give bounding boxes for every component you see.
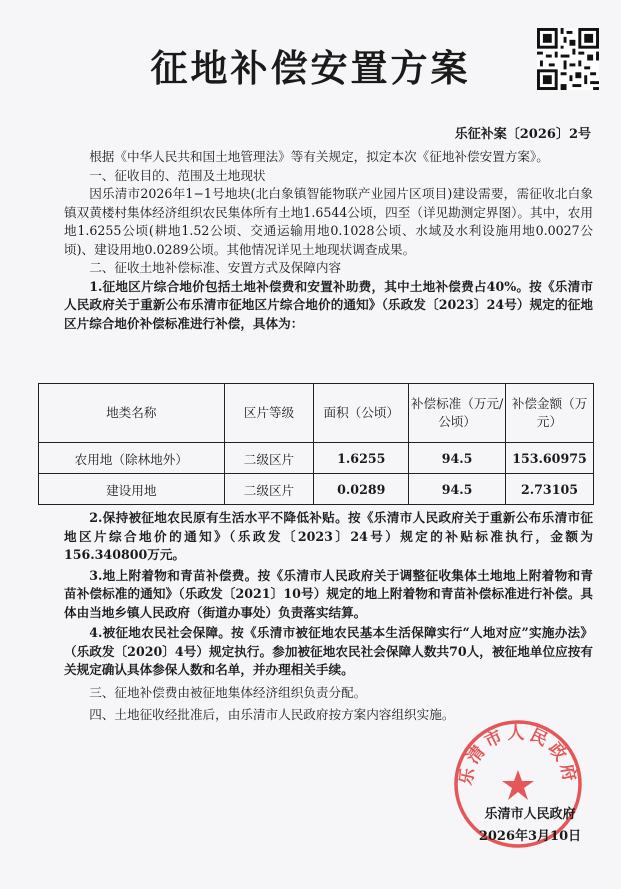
table-row bbox=[39, 443, 594, 474]
table-header: 补偿金额（万元） bbox=[506, 384, 594, 443]
section1-heading: 一、征收目的、范围及土地现状 bbox=[89, 167, 266, 183]
section2-item2: 2.保持被征地农民原有生活水平不降低补贴。按《乐清市人民政府关于重新公布乐清市征地区片综合地价的通知》（乐政发〔2023〕24号）规定的补贴标准执行，金额为156.340800万元。 bbox=[64, 510, 593, 562]
table-header: 补偿标准（万元/公顷） bbox=[409, 384, 506, 443]
table-cell: 二级区片 bbox=[224, 474, 314, 505]
document-number: 乐征补案〔2026〕2号 bbox=[454, 127, 591, 142]
table-header: 面积（公顷） bbox=[314, 384, 409, 443]
table-cell: 建设用地 bbox=[39, 474, 225, 505]
document-title: 征地补偿安置方案 bbox=[150, 46, 471, 90]
table-cell: 2.73105 bbox=[506, 474, 594, 505]
compensation-table bbox=[38, 383, 594, 505]
table-header: 区片等级 bbox=[224, 384, 314, 443]
signature-block bbox=[465, 804, 595, 848]
section2-heading: 二、征收土地补偿标准、安置方式及保障内容 bbox=[89, 260, 342, 275]
signature-org: 乐清市人民政府 bbox=[484, 807, 576, 822]
table-cell: 农用地（除林地外） bbox=[39, 443, 225, 474]
section2-item3: 3.地上附着物和青苗补偿费。按《乐清市人民政府关于调整征收集体土地地上附着物和青苗补偿标准的通知》（乐政发〔2021〕10号）规定的地上附着物和青苗补偿标准进行补偿。具体由当地乡镇人民政府（街道办事处）负责落实结算。 bbox=[64, 567, 593, 620]
svg-text:乐清市人民政府: 乐清市人民政府 bbox=[456, 723, 580, 787]
table-header: 地类名称 bbox=[39, 384, 225, 443]
qr-code bbox=[537, 28, 599, 100]
table-cell: 94.5 bbox=[409, 474, 506, 505]
table-row bbox=[39, 474, 594, 505]
intro-paragraph: 根据《中华人民共和国土地管理法》等有关规定，拟定本次《征地补偿安置方案》。 bbox=[89, 149, 549, 164]
signature-date: 2026年3月10日 bbox=[478, 829, 582, 844]
table-cell: 94.5 bbox=[409, 443, 506, 474]
table-cell: 0.0289 bbox=[314, 474, 409, 505]
table-header-row bbox=[39, 384, 594, 443]
table-cell: 153.60975 bbox=[506, 443, 594, 474]
section3-paragraph: 三、征地补偿费由被征地集体经济组织负责分配。 bbox=[89, 684, 367, 700]
section2-item1: 1.征地区片综合地价包括土地补偿费和安置补助费，其中土地补偿费占40%。按《乐清市人民政府关于重新公布乐清市征地区片综合地价的通知》（乐政发〔2023〕24号）规定的征地区片综合地价补偿标准进行补偿，具体为： bbox=[64, 278, 593, 331]
qr-code-icon bbox=[537, 28, 599, 90]
section4-paragraph: 四、土地征收经批准后，由乐清市人民政府按方案内容组织实施。 bbox=[89, 707, 455, 722]
intro-section bbox=[64, 148, 593, 333]
table-cell: 1.6255 bbox=[314, 443, 409, 474]
section2-item4: 4.被征地农民社会保障。按《乐清市被征地农民基本生活保障实行“人地对应”实施办法》（乐政发〔2020〕4号）规定执行。参加被征地农民社会保障人数共70人，被征地单位应按有关规定确认具体参保人数和名单，并办理相关手续。 bbox=[64, 625, 593, 677]
lower-section bbox=[64, 509, 593, 725]
section1-paragraph: 因乐清市2026年1−1号地块(北白象镇智能物联产业园片区项目)建设需要，需征收北白象镇双黄楼村集体经济组织农民集体所有土地1.6544公顷，四至（详见勘测定界图）。其中，农用地1.6255公顷(耕地1.52公顷、交通运输用地0.1028公顷、水域及水利设施用地0.0027公顷)、建设用地0.0289公顷。其他情况详见土地现状调查成果。 bbox=[64, 186, 593, 257]
table-cell: 二级区片 bbox=[224, 443, 314, 474]
